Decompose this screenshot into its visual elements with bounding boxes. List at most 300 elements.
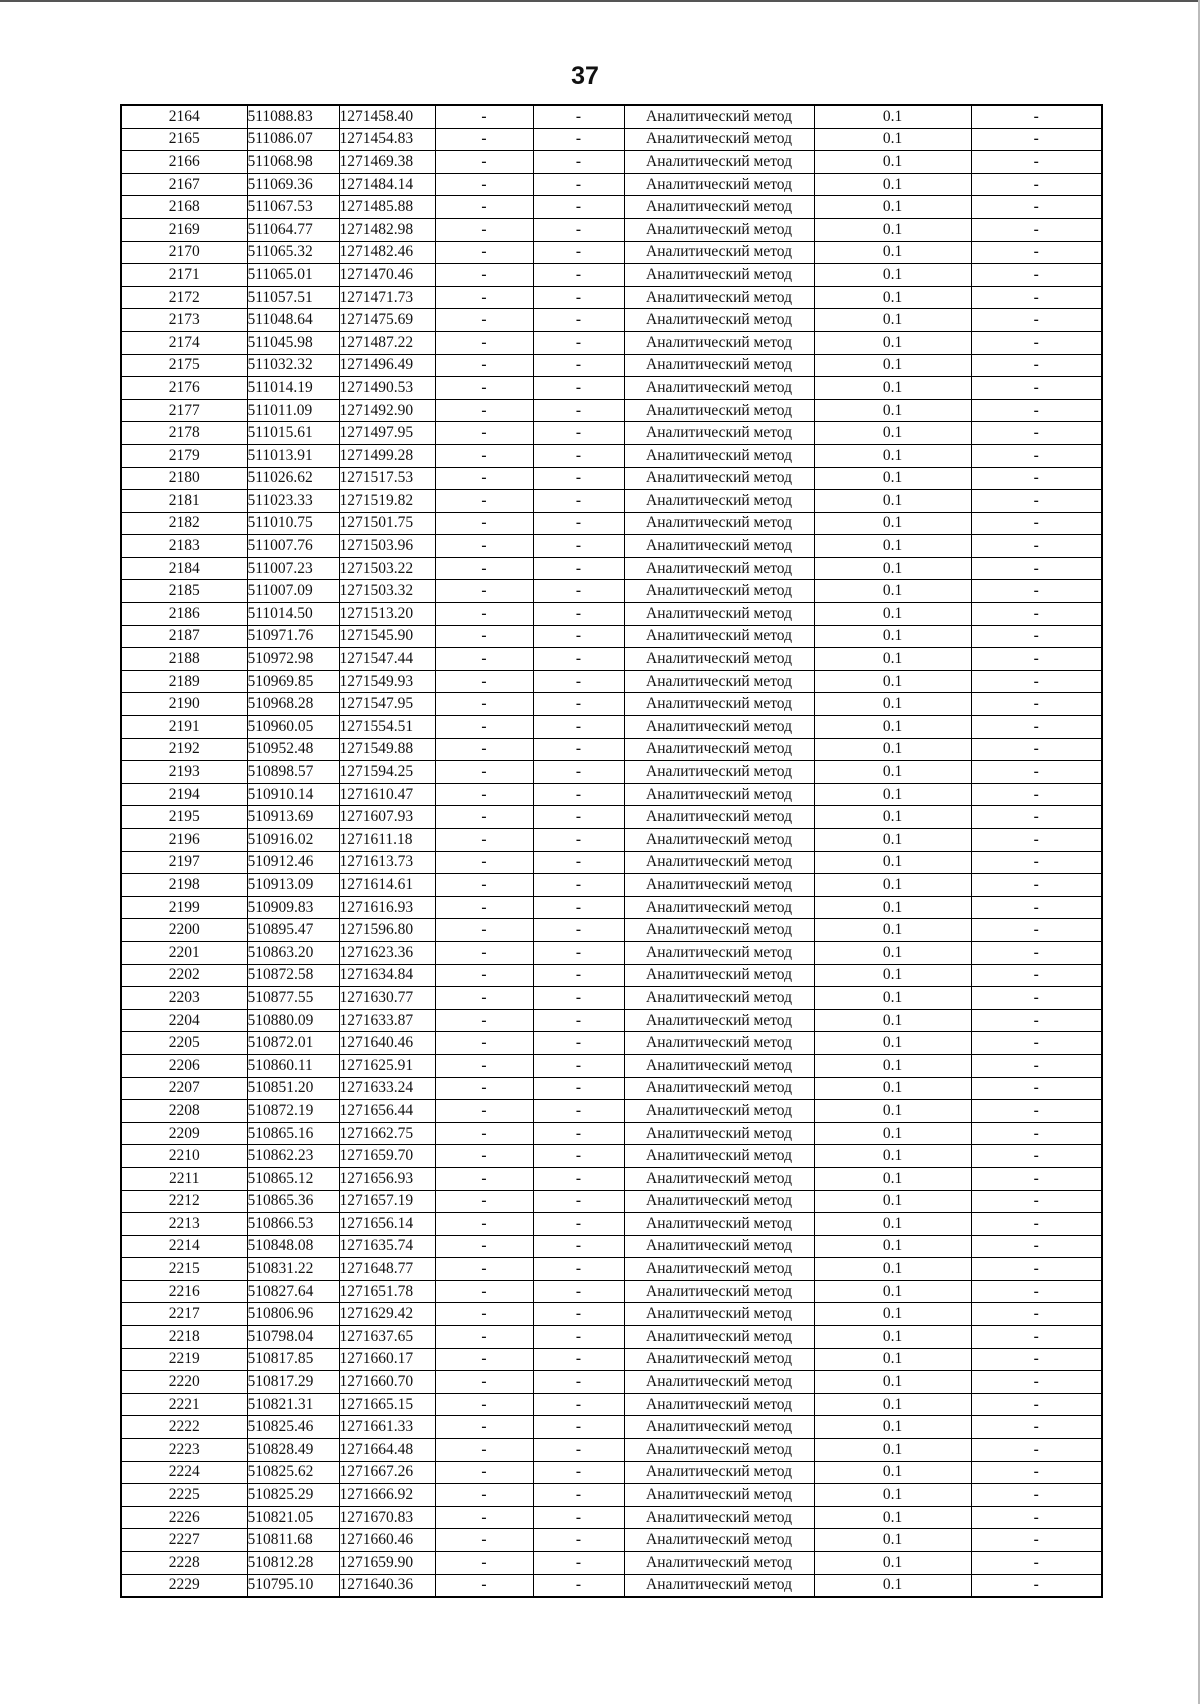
point-number-cell: 2208 <box>121 1100 247 1123</box>
method-cell: Аналитический метод <box>624 105 814 128</box>
x-coordinate-cell: 511057.51 <box>247 286 339 309</box>
column-4-cell: - <box>435 331 533 354</box>
table-row <box>121 987 1102 1010</box>
point-number-cell: 2201 <box>121 941 247 964</box>
method-cell: Аналитический метод <box>624 987 814 1010</box>
column-8-cell: - <box>971 1348 1102 1371</box>
method-cell: Аналитический метод <box>624 829 814 852</box>
accuracy-cell: 0.1 <box>814 738 971 761</box>
point-number-cell: 2198 <box>121 874 247 897</box>
table-row <box>121 286 1102 309</box>
column-5-cell: - <box>533 716 624 739</box>
x-coordinate-cell: 510898.57 <box>247 761 339 784</box>
method-cell: Аналитический метод <box>624 1190 814 1213</box>
column-5-cell: - <box>533 1439 624 1462</box>
table-row <box>121 1326 1102 1349</box>
table-row <box>121 670 1102 693</box>
table-row <box>121 490 1102 513</box>
y-coordinate-cell: 1271549.93 <box>339 670 435 693</box>
method-cell: Аналитический метод <box>624 1484 814 1507</box>
method-cell: Аналитический метод <box>624 354 814 377</box>
y-coordinate-cell: 1271490.53 <box>339 377 435 400</box>
column-4-cell: - <box>435 829 533 852</box>
column-4-cell: - <box>435 557 533 580</box>
method-cell: Аналитический метод <box>624 1371 814 1394</box>
column-5-cell: - <box>533 512 624 535</box>
method-cell: Аналитический метод <box>624 761 814 784</box>
column-5-cell: - <box>533 1032 624 1055</box>
column-8-cell: - <box>971 1326 1102 1349</box>
column-4-cell: - <box>435 1303 533 1326</box>
accuracy-cell: 0.1 <box>814 196 971 219</box>
accuracy-cell: 0.1 <box>814 1167 971 1190</box>
column-8-cell: - <box>971 1122 1102 1145</box>
column-8-cell: - <box>971 535 1102 558</box>
column-5-cell: - <box>533 670 624 693</box>
y-coordinate-cell: 1271484.14 <box>339 173 435 196</box>
x-coordinate-cell: 510910.14 <box>247 783 339 806</box>
table-row <box>121 1393 1102 1416</box>
point-number-cell: 2186 <box>121 603 247 626</box>
column-8-cell: - <box>971 1574 1102 1597</box>
column-4-cell: - <box>435 1100 533 1123</box>
accuracy-cell: 0.1 <box>814 467 971 490</box>
x-coordinate-cell: 510865.12 <box>247 1167 339 1190</box>
method-cell: Аналитический метод <box>624 1235 814 1258</box>
column-5-cell: - <box>533 1167 624 1190</box>
y-coordinate-cell: 1271634.84 <box>339 964 435 987</box>
table-row <box>121 196 1102 219</box>
table-row <box>121 1258 1102 1281</box>
table-row <box>121 218 1102 241</box>
table-row <box>121 422 1102 445</box>
x-coordinate-cell: 510895.47 <box>247 919 339 942</box>
method-cell: Аналитический метод <box>624 783 814 806</box>
table-row <box>121 512 1102 535</box>
point-number-cell: 2213 <box>121 1213 247 1236</box>
column-4-cell: - <box>435 1213 533 1236</box>
column-4-cell: - <box>435 964 533 987</box>
x-coordinate-cell: 511013.91 <box>247 444 339 467</box>
column-4-cell: - <box>435 1145 533 1168</box>
accuracy-cell: 0.1 <box>814 1190 971 1213</box>
x-coordinate-cell: 510863.20 <box>247 941 339 964</box>
column-8-cell: - <box>971 331 1102 354</box>
column-8-cell: - <box>971 196 1102 219</box>
table-row <box>121 1348 1102 1371</box>
column-5-cell: - <box>533 1484 624 1507</box>
y-coordinate-cell: 1271487.22 <box>339 331 435 354</box>
column-8-cell: - <box>971 467 1102 490</box>
x-coordinate-cell: 510866.53 <box>247 1213 339 1236</box>
point-number-cell: 2214 <box>121 1235 247 1258</box>
y-coordinate-cell: 1271656.93 <box>339 1167 435 1190</box>
column-5-cell: - <box>533 874 624 897</box>
table-row <box>121 648 1102 671</box>
column-4-cell: - <box>435 286 533 309</box>
accuracy-cell: 0.1 <box>814 557 971 580</box>
accuracy-cell: 0.1 <box>814 1303 971 1326</box>
column-5-cell: - <box>533 851 624 874</box>
x-coordinate-cell: 510971.76 <box>247 625 339 648</box>
table-row <box>121 1506 1102 1529</box>
accuracy-cell: 0.1 <box>814 1484 971 1507</box>
accuracy-cell: 0.1 <box>814 1122 971 1145</box>
y-coordinate-cell: 1271656.14 <box>339 1213 435 1236</box>
column-5-cell: - <box>533 105 624 128</box>
column-4-cell: - <box>435 105 533 128</box>
column-4-cell: - <box>435 535 533 558</box>
x-coordinate-cell: 511065.01 <box>247 264 339 287</box>
method-cell: Аналитический метод <box>624 1054 814 1077</box>
method-cell: Аналитический метод <box>624 1326 814 1349</box>
column-8-cell: - <box>971 648 1102 671</box>
point-number-cell: 2170 <box>121 241 247 264</box>
accuracy-cell: 0.1 <box>814 1416 971 1439</box>
column-4-cell: - <box>435 377 533 400</box>
x-coordinate-cell: 510812.28 <box>247 1552 339 1575</box>
y-coordinate-cell: 1271545.90 <box>339 625 435 648</box>
point-number-cell: 2172 <box>121 286 247 309</box>
accuracy-cell: 0.1 <box>814 535 971 558</box>
x-coordinate-cell: 510872.58 <box>247 964 339 987</box>
column-4-cell: - <box>435 309 533 332</box>
column-8-cell: - <box>971 1506 1102 1529</box>
table-row <box>121 829 1102 852</box>
x-coordinate-cell: 511064.77 <box>247 218 339 241</box>
page-number: 37 <box>571 62 599 90</box>
point-number-cell: 2171 <box>121 264 247 287</box>
column-8-cell: - <box>971 1235 1102 1258</box>
point-number-cell: 2194 <box>121 783 247 806</box>
column-8-cell: - <box>971 377 1102 400</box>
column-5-cell: - <box>533 1190 624 1213</box>
y-coordinate-cell: 1271470.46 <box>339 264 435 287</box>
point-number-cell: 2217 <box>121 1303 247 1326</box>
column-4-cell: - <box>435 987 533 1010</box>
method-cell: Аналитический метод <box>624 218 814 241</box>
column-8-cell: - <box>971 941 1102 964</box>
column-4-cell: - <box>435 1461 533 1484</box>
column-4-cell: - <box>435 761 533 784</box>
method-cell: Аналитический метод <box>624 1303 814 1326</box>
column-8-cell: - <box>971 490 1102 513</box>
column-8-cell: - <box>971 625 1102 648</box>
point-number-cell: 2204 <box>121 1009 247 1032</box>
column-8-cell: - <box>971 1484 1102 1507</box>
column-5-cell: - <box>533 151 624 174</box>
column-5-cell: - <box>533 1416 624 1439</box>
method-cell: Аналитический метод <box>624 241 814 264</box>
column-4-cell: - <box>435 354 533 377</box>
column-4-cell: - <box>435 1009 533 1032</box>
method-cell: Аналитический метод <box>624 1280 814 1303</box>
table-row <box>121 851 1102 874</box>
y-coordinate-cell: 1271475.69 <box>339 309 435 332</box>
method-cell: Аналитический метод <box>624 1032 814 1055</box>
table-row <box>121 783 1102 806</box>
column-4-cell: - <box>435 580 533 603</box>
point-number-cell: 2206 <box>121 1054 247 1077</box>
y-coordinate-cell: 1271497.95 <box>339 422 435 445</box>
column-5-cell: - <box>533 964 624 987</box>
accuracy-cell: 0.1 <box>814 444 971 467</box>
accuracy-cell: 0.1 <box>814 173 971 196</box>
column-4-cell: - <box>435 512 533 535</box>
column-5-cell: - <box>533 1506 624 1529</box>
column-4-cell: - <box>435 1235 533 1258</box>
table-body <box>121 105 1102 1597</box>
point-number-cell: 2199 <box>121 896 247 919</box>
accuracy-cell: 0.1 <box>814 377 971 400</box>
y-coordinate-cell: 1271594.25 <box>339 761 435 784</box>
method-cell: Аналитический метод <box>624 377 814 400</box>
point-number-cell: 2184 <box>121 557 247 580</box>
x-coordinate-cell: 510872.01 <box>247 1032 339 1055</box>
table-row <box>121 535 1102 558</box>
table-row <box>121 941 1102 964</box>
column-8-cell: - <box>971 1258 1102 1281</box>
y-coordinate-cell: 1271640.46 <box>339 1032 435 1055</box>
method-cell: Аналитический метод <box>624 693 814 716</box>
table-row <box>121 716 1102 739</box>
column-4-cell: - <box>435 218 533 241</box>
point-number-cell: 2202 <box>121 964 247 987</box>
accuracy-cell: 0.1 <box>814 1032 971 1055</box>
point-number-cell: 2220 <box>121 1371 247 1394</box>
accuracy-cell: 0.1 <box>814 1439 971 1462</box>
method-cell: Аналитический метод <box>624 196 814 219</box>
column-4-cell: - <box>435 670 533 693</box>
column-4-cell: - <box>435 1552 533 1575</box>
point-number-cell: 2187 <box>121 625 247 648</box>
point-number-cell: 2165 <box>121 128 247 151</box>
accuracy-cell: 0.1 <box>814 286 971 309</box>
scan-border-top <box>0 0 1200 2</box>
column-4-cell: - <box>435 716 533 739</box>
column-5-cell: - <box>533 1529 624 1552</box>
column-4-cell: - <box>435 1371 533 1394</box>
column-5-cell: - <box>533 1326 624 1349</box>
table-row <box>121 264 1102 287</box>
column-5-cell: - <box>533 128 624 151</box>
table-row <box>121 603 1102 626</box>
accuracy-cell: 0.1 <box>814 1461 971 1484</box>
table-row <box>121 625 1102 648</box>
method-cell: Аналитический метод <box>624 1077 814 1100</box>
y-coordinate-cell: 1271519.82 <box>339 490 435 513</box>
column-5-cell: - <box>533 557 624 580</box>
point-number-cell: 2229 <box>121 1574 247 1597</box>
x-coordinate-cell: 510825.29 <box>247 1484 339 1507</box>
y-coordinate-cell: 1271633.87 <box>339 1009 435 1032</box>
column-5-cell: - <box>533 1100 624 1123</box>
column-4-cell: - <box>435 196 533 219</box>
column-4-cell: - <box>435 173 533 196</box>
column-8-cell: - <box>971 1416 1102 1439</box>
table-row <box>121 1032 1102 1055</box>
point-number-cell: 2200 <box>121 919 247 942</box>
point-number-cell: 2167 <box>121 173 247 196</box>
column-8-cell: - <box>971 1552 1102 1575</box>
column-8-cell: - <box>971 1439 1102 1462</box>
y-coordinate-cell: 1271547.44 <box>339 648 435 671</box>
column-5-cell: - <box>533 264 624 287</box>
point-number-cell: 2224 <box>121 1461 247 1484</box>
table-row <box>121 761 1102 784</box>
point-number-cell: 2209 <box>121 1122 247 1145</box>
accuracy-cell: 0.1 <box>814 851 971 874</box>
column-4-cell: - <box>435 1167 533 1190</box>
accuracy-cell: 0.1 <box>814 603 971 626</box>
accuracy-cell: 0.1 <box>814 1100 971 1123</box>
column-8-cell: - <box>971 1280 1102 1303</box>
method-cell: Аналитический метод <box>624 1167 814 1190</box>
point-number-cell: 2173 <box>121 309 247 332</box>
column-4-cell: - <box>435 1122 533 1145</box>
column-4-cell: - <box>435 1258 533 1281</box>
point-number-cell: 2225 <box>121 1484 247 1507</box>
x-coordinate-cell: 510828.49 <box>247 1439 339 1462</box>
column-5-cell: - <box>533 1371 624 1394</box>
column-8-cell: - <box>971 105 1102 128</box>
column-8-cell: - <box>971 173 1102 196</box>
x-coordinate-cell: 510865.16 <box>247 1122 339 1145</box>
column-4-cell: - <box>435 874 533 897</box>
column-8-cell: - <box>971 1529 1102 1552</box>
y-coordinate-cell: 1271660.70 <box>339 1371 435 1394</box>
x-coordinate-cell: 511088.83 <box>247 105 339 128</box>
point-number-cell: 2164 <box>121 105 247 128</box>
y-coordinate-cell: 1271547.95 <box>339 693 435 716</box>
table-row <box>121 1167 1102 1190</box>
column-4-cell: - <box>435 941 533 964</box>
column-8-cell: - <box>971 354 1102 377</box>
y-coordinate-cell: 1271659.90 <box>339 1552 435 1575</box>
x-coordinate-cell: 510972.98 <box>247 648 339 671</box>
table-row <box>121 1461 1102 1484</box>
point-number-cell: 2181 <box>121 490 247 513</box>
accuracy-cell: 0.1 <box>814 512 971 535</box>
table-row <box>121 1213 1102 1236</box>
point-number-cell: 2189 <box>121 670 247 693</box>
y-coordinate-cell: 1271496.49 <box>339 354 435 377</box>
y-coordinate-cell: 1271616.93 <box>339 896 435 919</box>
table-row <box>121 874 1102 897</box>
column-8-cell: - <box>971 1009 1102 1032</box>
y-coordinate-cell: 1271656.44 <box>339 1100 435 1123</box>
x-coordinate-cell: 510862.23 <box>247 1145 339 1168</box>
column-8-cell: - <box>971 218 1102 241</box>
method-cell: Аналитический метод <box>624 896 814 919</box>
column-4-cell: - <box>435 738 533 761</box>
point-number-cell: 2205 <box>121 1032 247 1055</box>
accuracy-cell: 0.1 <box>814 1506 971 1529</box>
table-row <box>121 173 1102 196</box>
x-coordinate-cell: 510817.85 <box>247 1348 339 1371</box>
method-cell: Аналитический метод <box>624 1122 814 1145</box>
column-8-cell: - <box>971 309 1102 332</box>
method-cell: Аналитический метод <box>624 173 814 196</box>
method-cell: Аналитический метод <box>624 1145 814 1168</box>
method-cell: Аналитический метод <box>624 309 814 332</box>
method-cell: Аналитический метод <box>624 919 814 942</box>
column-8-cell: - <box>971 603 1102 626</box>
accuracy-cell: 0.1 <box>814 490 971 513</box>
column-8-cell: - <box>971 1145 1102 1168</box>
method-cell: Аналитический метод <box>624 1552 814 1575</box>
y-coordinate-cell: 1271613.73 <box>339 851 435 874</box>
column-8-cell: - <box>971 964 1102 987</box>
column-8-cell: - <box>971 919 1102 942</box>
column-8-cell: - <box>971 422 1102 445</box>
column-5-cell: - <box>533 399 624 422</box>
y-coordinate-cell: 1271503.96 <box>339 535 435 558</box>
accuracy-cell: 0.1 <box>814 218 971 241</box>
column-8-cell: - <box>971 874 1102 897</box>
y-coordinate-cell: 1271454.83 <box>339 128 435 151</box>
y-coordinate-cell: 1271623.36 <box>339 941 435 964</box>
y-coordinate-cell: 1271661.33 <box>339 1416 435 1439</box>
x-coordinate-cell: 511032.32 <box>247 354 339 377</box>
column-5-cell: - <box>533 1258 624 1281</box>
method-cell: Аналитический метод <box>624 535 814 558</box>
y-coordinate-cell: 1271469.38 <box>339 151 435 174</box>
column-5-cell: - <box>533 603 624 626</box>
table-row <box>121 1484 1102 1507</box>
method-cell: Аналитический метод <box>624 1213 814 1236</box>
accuracy-cell: 0.1 <box>814 241 971 264</box>
y-coordinate-cell: 1271640.36 <box>339 1574 435 1597</box>
column-8-cell: - <box>971 783 1102 806</box>
column-5-cell: - <box>533 1077 624 1100</box>
method-cell: Аналитический метод <box>624 286 814 309</box>
column-5-cell: - <box>533 648 624 671</box>
x-coordinate-cell: 510913.69 <box>247 806 339 829</box>
column-8-cell: - <box>971 1054 1102 1077</box>
method-cell: Аналитический метод <box>624 128 814 151</box>
column-5-cell: - <box>533 896 624 919</box>
point-number-cell: 2180 <box>121 467 247 490</box>
x-coordinate-cell: 510817.29 <box>247 1371 339 1394</box>
y-coordinate-cell: 1271633.24 <box>339 1077 435 1100</box>
point-number-cell: 2183 <box>121 535 247 558</box>
accuracy-cell: 0.1 <box>814 1235 971 1258</box>
y-coordinate-cell: 1271482.46 <box>339 241 435 264</box>
table-row <box>121 806 1102 829</box>
x-coordinate-cell: 510851.20 <box>247 1077 339 1100</box>
x-coordinate-cell: 510811.68 <box>247 1529 339 1552</box>
x-coordinate-cell: 510960.05 <box>247 716 339 739</box>
x-coordinate-cell: 511048.64 <box>247 309 339 332</box>
table-row <box>121 1280 1102 1303</box>
column-5-cell: - <box>533 580 624 603</box>
column-8-cell: - <box>971 670 1102 693</box>
point-number-cell: 2227 <box>121 1529 247 1552</box>
column-4-cell: - <box>435 490 533 513</box>
column-4-cell: - <box>435 806 533 829</box>
accuracy-cell: 0.1 <box>814 806 971 829</box>
table-row <box>121 1009 1102 1032</box>
y-coordinate-cell: 1271492.90 <box>339 399 435 422</box>
x-coordinate-cell: 510909.83 <box>247 896 339 919</box>
method-cell: Аналитический метод <box>624 716 814 739</box>
column-5-cell: - <box>533 1009 624 1032</box>
column-4-cell: - <box>435 241 533 264</box>
method-cell: Аналитический метод <box>624 490 814 513</box>
column-5-cell: - <box>533 1552 624 1575</box>
x-coordinate-cell: 511086.07 <box>247 128 339 151</box>
